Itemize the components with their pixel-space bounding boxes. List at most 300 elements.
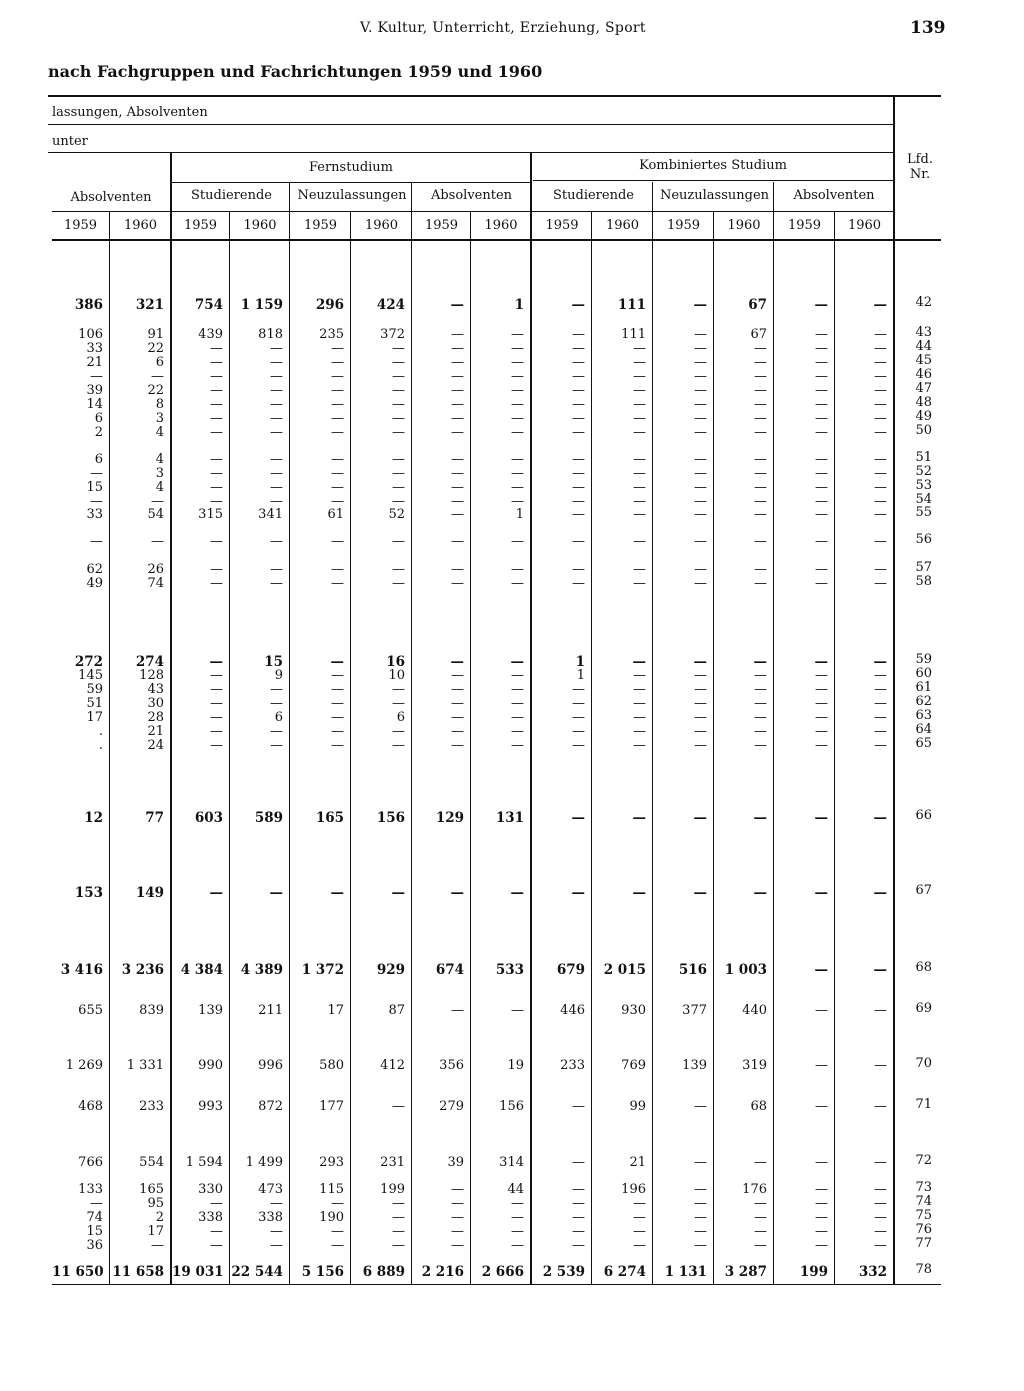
table-cell: 99 bbox=[629, 1099, 646, 1114]
table-cell: . bbox=[98, 738, 103, 753]
rule-fern-under bbox=[172, 182, 530, 183]
year-header-3: 1960 bbox=[243, 218, 277, 233]
table-cell: — bbox=[270, 1224, 283, 1239]
table-cell: — bbox=[873, 962, 887, 978]
table-cell: 111 bbox=[617, 297, 646, 313]
table-cell: 153 bbox=[74, 885, 103, 901]
table-cell: — bbox=[210, 1196, 223, 1211]
table-cell: — bbox=[451, 341, 464, 356]
table-cell: 39 bbox=[447, 1155, 464, 1170]
table-cell: — bbox=[874, 1099, 887, 1114]
table-cell: — bbox=[572, 1196, 585, 1211]
table-cell: — bbox=[270, 341, 283, 356]
row-number: 59 bbox=[915, 652, 932, 667]
table-cell: — bbox=[815, 562, 828, 577]
table-cell: — bbox=[572, 397, 585, 412]
table-cell: — bbox=[511, 576, 524, 591]
table-cell: — bbox=[511, 452, 524, 467]
table-cell: — bbox=[392, 369, 405, 384]
row-number: 62 bbox=[915, 694, 932, 709]
table-cell: — bbox=[451, 710, 464, 725]
table-cell: — bbox=[331, 576, 344, 591]
subheader-1: Neuzulassungen bbox=[297, 188, 407, 203]
table-cell: — bbox=[874, 341, 887, 356]
table-cell: — bbox=[572, 1224, 585, 1239]
table-cell: 8 bbox=[155, 397, 164, 412]
table-cell: — bbox=[451, 1182, 464, 1197]
row-number: 54 bbox=[915, 492, 932, 507]
table-cell: — bbox=[331, 494, 344, 509]
table-cell: 33 bbox=[86, 507, 103, 522]
table-cell: — bbox=[451, 327, 464, 342]
table-cell: — bbox=[571, 885, 585, 901]
table-cell: 156 bbox=[499, 1099, 524, 1114]
table-cell: 279 bbox=[439, 1099, 464, 1114]
table-cell: 4 bbox=[155, 452, 164, 467]
row-number: 65 bbox=[915, 736, 932, 751]
table-cell: — bbox=[815, 494, 828, 509]
table-cell: — bbox=[510, 654, 524, 670]
table-cell: 4 384 bbox=[180, 962, 223, 978]
table-cell: 3 236 bbox=[121, 962, 164, 978]
table-cell: — bbox=[694, 452, 707, 467]
table-cell: 231 bbox=[380, 1155, 405, 1170]
table-cell: — bbox=[694, 1224, 707, 1239]
header-fernstudium: Fernstudium bbox=[308, 160, 394, 175]
table-cell: — bbox=[451, 1210, 464, 1225]
table-cell: 4 bbox=[155, 480, 164, 495]
year-header-4: 1959 bbox=[303, 218, 338, 233]
table-cell: — bbox=[754, 383, 767, 398]
table-cell: — bbox=[693, 885, 707, 901]
table-cell: — bbox=[753, 885, 767, 901]
table-cell: — bbox=[694, 355, 707, 370]
table-cell: — bbox=[511, 724, 524, 739]
table-cell: — bbox=[815, 1099, 828, 1114]
row-number: 44 bbox=[915, 339, 932, 354]
row-number: 67 bbox=[915, 883, 932, 898]
table-cell: — bbox=[210, 369, 223, 384]
table-cell: — bbox=[331, 668, 344, 683]
table-cell: — bbox=[572, 1099, 585, 1114]
table-cell: — bbox=[874, 494, 887, 509]
table-cell: — bbox=[633, 494, 646, 509]
table-cell: — bbox=[694, 1196, 707, 1211]
table-cell: 87 bbox=[388, 1003, 405, 1018]
subheader-5: Absolventen bbox=[793, 188, 875, 203]
table-cell: — bbox=[754, 738, 767, 753]
table-cell: — bbox=[754, 534, 767, 549]
table-cell: — bbox=[270, 576, 283, 591]
table-cell: — bbox=[572, 327, 585, 342]
table-cell: — bbox=[694, 327, 707, 342]
table-cell: 377 bbox=[682, 1003, 707, 1018]
year-header-0: 1959 bbox=[63, 218, 98, 233]
table-cell: — bbox=[694, 507, 707, 522]
table-cell: — bbox=[511, 480, 524, 495]
table-cell: 30 bbox=[147, 696, 164, 711]
table-cell: — bbox=[331, 425, 344, 440]
table-cell: — bbox=[331, 355, 344, 370]
row-number: 42 bbox=[915, 295, 932, 310]
header-kombiniertes-studium: Kombiniertes Studium bbox=[639, 158, 787, 173]
table-cell: — bbox=[451, 1238, 464, 1253]
table-cell: 766 bbox=[78, 1155, 103, 1170]
row-number: 48 bbox=[915, 395, 932, 410]
table-cell: 330 bbox=[198, 1182, 223, 1197]
table-cell: 139 bbox=[198, 1003, 223, 1018]
table-cell: — bbox=[392, 466, 405, 481]
table-cell: — bbox=[633, 724, 646, 739]
row-number: 61 bbox=[915, 680, 932, 695]
table-cell: — bbox=[754, 724, 767, 739]
table-cell: — bbox=[392, 425, 405, 440]
table-cell: — bbox=[270, 480, 283, 495]
vline-lfd bbox=[893, 97, 895, 1284]
table-cell: — bbox=[451, 1003, 464, 1018]
table-cell: 424 bbox=[376, 297, 405, 313]
table-cell: — bbox=[874, 534, 887, 549]
table-cell: 165 bbox=[315, 810, 344, 826]
table-cell: 139 bbox=[682, 1058, 707, 1073]
table-cell: — bbox=[511, 1196, 524, 1211]
table-cell: — bbox=[754, 562, 767, 577]
table-cell: — bbox=[392, 341, 405, 356]
table-cell: — bbox=[874, 1196, 887, 1211]
rule-sub-under bbox=[52, 211, 893, 212]
table-cell: — bbox=[873, 885, 887, 901]
table-cell: 3 287 bbox=[724, 1264, 767, 1280]
table-cell: — bbox=[694, 341, 707, 356]
vline-col-3 bbox=[350, 211, 351, 1284]
table-cell: — bbox=[210, 466, 223, 481]
table-cell: — bbox=[874, 452, 887, 467]
table-cell: — bbox=[451, 507, 464, 522]
table-cell: — bbox=[210, 682, 223, 697]
table-cell: 156 bbox=[376, 810, 405, 826]
table-cell: — bbox=[511, 1003, 524, 1018]
row-number: 63 bbox=[915, 708, 932, 723]
table-cell: — bbox=[331, 738, 344, 753]
table-cell: — bbox=[632, 810, 646, 826]
table-cell: — bbox=[572, 724, 585, 739]
table-cell: — bbox=[572, 738, 585, 753]
table-cell: — bbox=[392, 411, 405, 426]
table-cell: — bbox=[694, 1210, 707, 1225]
table-cell: — bbox=[331, 1224, 344, 1239]
table-cell: 655 bbox=[78, 1003, 103, 1018]
table-cell: 211 bbox=[258, 1003, 283, 1018]
table-cell: 2 216 bbox=[421, 1264, 464, 1280]
table-cell: — bbox=[633, 534, 646, 549]
table-cell: 769 bbox=[621, 1058, 646, 1073]
table-cell: — bbox=[270, 411, 283, 426]
table-cell: — bbox=[451, 562, 464, 577]
table-cell: 19 bbox=[507, 1058, 524, 1073]
table-cell: — bbox=[392, 562, 405, 577]
header-row1: lassungen, Absolventen bbox=[52, 105, 208, 120]
row-number: 70 bbox=[915, 1056, 932, 1071]
table-cell: — bbox=[511, 369, 524, 384]
table-cell: 10 bbox=[388, 668, 405, 683]
table-cell: 1 bbox=[576, 668, 585, 683]
table-cell: — bbox=[572, 562, 585, 577]
table-cell: 51 bbox=[86, 696, 103, 711]
table-cell: 52 bbox=[388, 507, 405, 522]
table-cell: — bbox=[90, 466, 103, 481]
table-cell: — bbox=[815, 411, 828, 426]
table-cell: — bbox=[874, 327, 887, 342]
table-cell: — bbox=[694, 738, 707, 753]
table-cell: — bbox=[874, 355, 887, 370]
table-cell: — bbox=[572, 341, 585, 356]
row-number: 72 bbox=[915, 1153, 932, 1168]
table-cell: — bbox=[814, 654, 828, 670]
table-cell: — bbox=[511, 494, 524, 509]
vline-col-2 bbox=[289, 182, 290, 1284]
rule-years-under bbox=[52, 239, 941, 241]
table-cell: — bbox=[754, 397, 767, 412]
table-cell: 17 bbox=[327, 1003, 344, 1018]
table-cell: — bbox=[874, 710, 887, 725]
table-cell: — bbox=[694, 480, 707, 495]
table-cell: — bbox=[392, 1196, 405, 1211]
table-cell: — bbox=[873, 297, 887, 313]
table-cell: 2 539 bbox=[542, 1264, 585, 1280]
vline-col-4 bbox=[411, 182, 412, 1284]
table-cell: — bbox=[814, 810, 828, 826]
table-cell: — bbox=[754, 668, 767, 683]
table-cell: — bbox=[694, 696, 707, 711]
table-cell: 15 bbox=[264, 654, 283, 670]
table-cell: — bbox=[633, 425, 646, 440]
table-cell: — bbox=[331, 724, 344, 739]
table-cell: — bbox=[694, 534, 707, 549]
table-cell: 3 416 bbox=[60, 962, 103, 978]
table-cell: — bbox=[815, 696, 828, 711]
table-cell: — bbox=[269, 885, 283, 901]
table-cell: — bbox=[815, 369, 828, 384]
table-cell: — bbox=[754, 1224, 767, 1239]
vline-col-1 bbox=[229, 211, 230, 1284]
year-header-13: 1960 bbox=[847, 218, 882, 233]
vline-col-9 bbox=[773, 182, 774, 1284]
table-cell: — bbox=[694, 576, 707, 591]
table-cell: — bbox=[572, 480, 585, 495]
table-cell: — bbox=[572, 1238, 585, 1253]
table-cell: — bbox=[815, 1003, 828, 1018]
table-cell: — bbox=[331, 682, 344, 697]
table-cell: 95 bbox=[147, 1196, 164, 1211]
row-number: 66 bbox=[915, 808, 932, 823]
table-cell: 516 bbox=[678, 962, 707, 978]
table-cell: — bbox=[633, 355, 646, 370]
vline-col-8 bbox=[713, 211, 714, 1284]
table-cell: — bbox=[874, 369, 887, 384]
table-cell: 11 658 bbox=[112, 1264, 164, 1280]
row-number: 76 bbox=[915, 1222, 932, 1237]
table-cell: 533 bbox=[495, 962, 524, 978]
table-cell: — bbox=[209, 885, 223, 901]
table-cell: — bbox=[874, 1210, 887, 1225]
table-cell: 16 bbox=[386, 654, 405, 670]
year-header-6: 1959 bbox=[424, 218, 459, 233]
table-cell: — bbox=[270, 425, 283, 440]
table-cell: — bbox=[874, 724, 887, 739]
table-cell: — bbox=[451, 668, 464, 683]
table-cell: 1 bbox=[514, 297, 524, 313]
table-cell: — bbox=[815, 1182, 828, 1197]
table-cell: — bbox=[633, 576, 646, 591]
table-cell: — bbox=[572, 710, 585, 725]
table-cell: — bbox=[392, 1238, 405, 1253]
table-cell: — bbox=[511, 1224, 524, 1239]
table-cell: — bbox=[511, 710, 524, 725]
table-cell: — bbox=[151, 369, 164, 384]
table-cell: 77 bbox=[145, 810, 164, 826]
table-cell: — bbox=[694, 1155, 707, 1170]
table-cell: — bbox=[815, 1155, 828, 1170]
table-cell: 133 bbox=[78, 1182, 103, 1197]
table-cell: — bbox=[693, 654, 707, 670]
table-cell: — bbox=[874, 1182, 887, 1197]
table-cell: — bbox=[450, 654, 464, 670]
table-cell: — bbox=[210, 562, 223, 577]
table-cell: — bbox=[572, 369, 585, 384]
table-cell: 274 bbox=[135, 654, 164, 670]
table-cell: — bbox=[754, 576, 767, 591]
table-cell: — bbox=[210, 668, 223, 683]
table-cell: — bbox=[331, 466, 344, 481]
table-cell: — bbox=[572, 411, 585, 426]
table-cell: — bbox=[694, 425, 707, 440]
table-cell: — bbox=[331, 480, 344, 495]
table-cell: — bbox=[633, 452, 646, 467]
table-cell: 468 bbox=[78, 1099, 103, 1114]
table-cell: — bbox=[511, 466, 524, 481]
table-cell: — bbox=[451, 452, 464, 467]
table-cell: — bbox=[392, 1099, 405, 1114]
table-cell: 554 bbox=[139, 1155, 164, 1170]
table-cell: — bbox=[754, 341, 767, 356]
row-number: 77 bbox=[915, 1236, 932, 1251]
table-cell: — bbox=[511, 327, 524, 342]
year-header-9: 1960 bbox=[605, 218, 640, 233]
table-cell: — bbox=[754, 1196, 767, 1211]
row-number: 64 bbox=[915, 722, 932, 737]
table-cell: 929 bbox=[376, 962, 405, 978]
table-cell: — bbox=[451, 411, 464, 426]
table-cell: 22 bbox=[147, 341, 164, 356]
table-cell: 356 bbox=[439, 1058, 464, 1073]
table-cell: — bbox=[331, 710, 344, 725]
table-cell: — bbox=[451, 480, 464, 495]
table-cell: — bbox=[392, 576, 405, 591]
table-cell: — bbox=[572, 494, 585, 509]
table-cell: 74 bbox=[147, 576, 164, 591]
table-cell: — bbox=[451, 738, 464, 753]
table-cell: — bbox=[151, 1238, 164, 1253]
table-cell: — bbox=[451, 355, 464, 370]
table-cell: — bbox=[632, 885, 646, 901]
table-cell: — bbox=[694, 668, 707, 683]
table-cell: — bbox=[511, 1210, 524, 1225]
table-cell: — bbox=[754, 466, 767, 481]
table-cell: 338 bbox=[258, 1210, 283, 1225]
table-cell: 9 bbox=[274, 668, 283, 683]
table-cell: — bbox=[331, 1196, 344, 1211]
table-cell: — bbox=[450, 885, 464, 901]
vline-col-6 bbox=[591, 211, 592, 1284]
table-cell: — bbox=[511, 383, 524, 398]
table-cell: — bbox=[633, 1210, 646, 1225]
table-cell: — bbox=[451, 494, 464, 509]
table-cell: 580 bbox=[319, 1058, 344, 1073]
table-cell: 341 bbox=[258, 507, 283, 522]
table-cell: 412 bbox=[380, 1058, 405, 1073]
row-number: 75 bbox=[915, 1208, 932, 1223]
table-cell: — bbox=[270, 534, 283, 549]
table-cell: — bbox=[874, 383, 887, 398]
table-cell: — bbox=[633, 397, 646, 412]
table-cell: 3 bbox=[155, 466, 164, 481]
table-cell: — bbox=[90, 1196, 103, 1211]
table-cell: 199 bbox=[799, 1264, 828, 1280]
table-cell: — bbox=[331, 341, 344, 356]
row-number: 50 bbox=[915, 423, 932, 438]
table-cell: — bbox=[754, 1210, 767, 1225]
row-number: 56 bbox=[915, 532, 932, 547]
row-number: 46 bbox=[915, 367, 932, 382]
table-cell: — bbox=[815, 425, 828, 440]
table-cell: 21 bbox=[86, 355, 103, 370]
header-absolventen-left: Absolventen bbox=[70, 190, 152, 205]
table-cell: — bbox=[874, 576, 887, 591]
table-cell: 589 bbox=[254, 810, 283, 826]
table-cell: 196 bbox=[621, 1182, 646, 1197]
table-cell: 4 389 bbox=[240, 962, 283, 978]
table-cell: 49 bbox=[86, 576, 103, 591]
table-cell: — bbox=[270, 397, 283, 412]
table-cell: — bbox=[815, 576, 828, 591]
table-cell: — bbox=[572, 1155, 585, 1170]
table-cell: 293 bbox=[319, 1155, 344, 1170]
table-cell: — bbox=[90, 534, 103, 549]
table-cell: — bbox=[694, 1238, 707, 1253]
table-cell: — bbox=[572, 452, 585, 467]
table-cell: — bbox=[694, 369, 707, 384]
row-number: 60 bbox=[915, 666, 932, 681]
table-cell: — bbox=[633, 562, 646, 577]
table-cell: — bbox=[330, 654, 344, 670]
year-header-8: 1959 bbox=[545, 218, 579, 233]
table-cell: — bbox=[90, 369, 103, 384]
table-cell: — bbox=[633, 480, 646, 495]
table-cell: — bbox=[572, 383, 585, 398]
table-cell: 1 269 bbox=[65, 1058, 103, 1073]
table-cell: 2 015 bbox=[603, 962, 646, 978]
table-cell: — bbox=[874, 1155, 887, 1170]
table-cell: — bbox=[633, 507, 646, 522]
table-cell: 1 003 bbox=[724, 962, 767, 978]
table-cell: 74 bbox=[86, 1210, 103, 1225]
table-cell: — bbox=[511, 696, 524, 711]
table-cell: 446 bbox=[560, 1003, 585, 1018]
table-cell: — bbox=[451, 696, 464, 711]
row-number: 49 bbox=[915, 409, 932, 424]
bottom-rule bbox=[52, 1284, 941, 1285]
table-cell: 59 bbox=[86, 682, 103, 697]
